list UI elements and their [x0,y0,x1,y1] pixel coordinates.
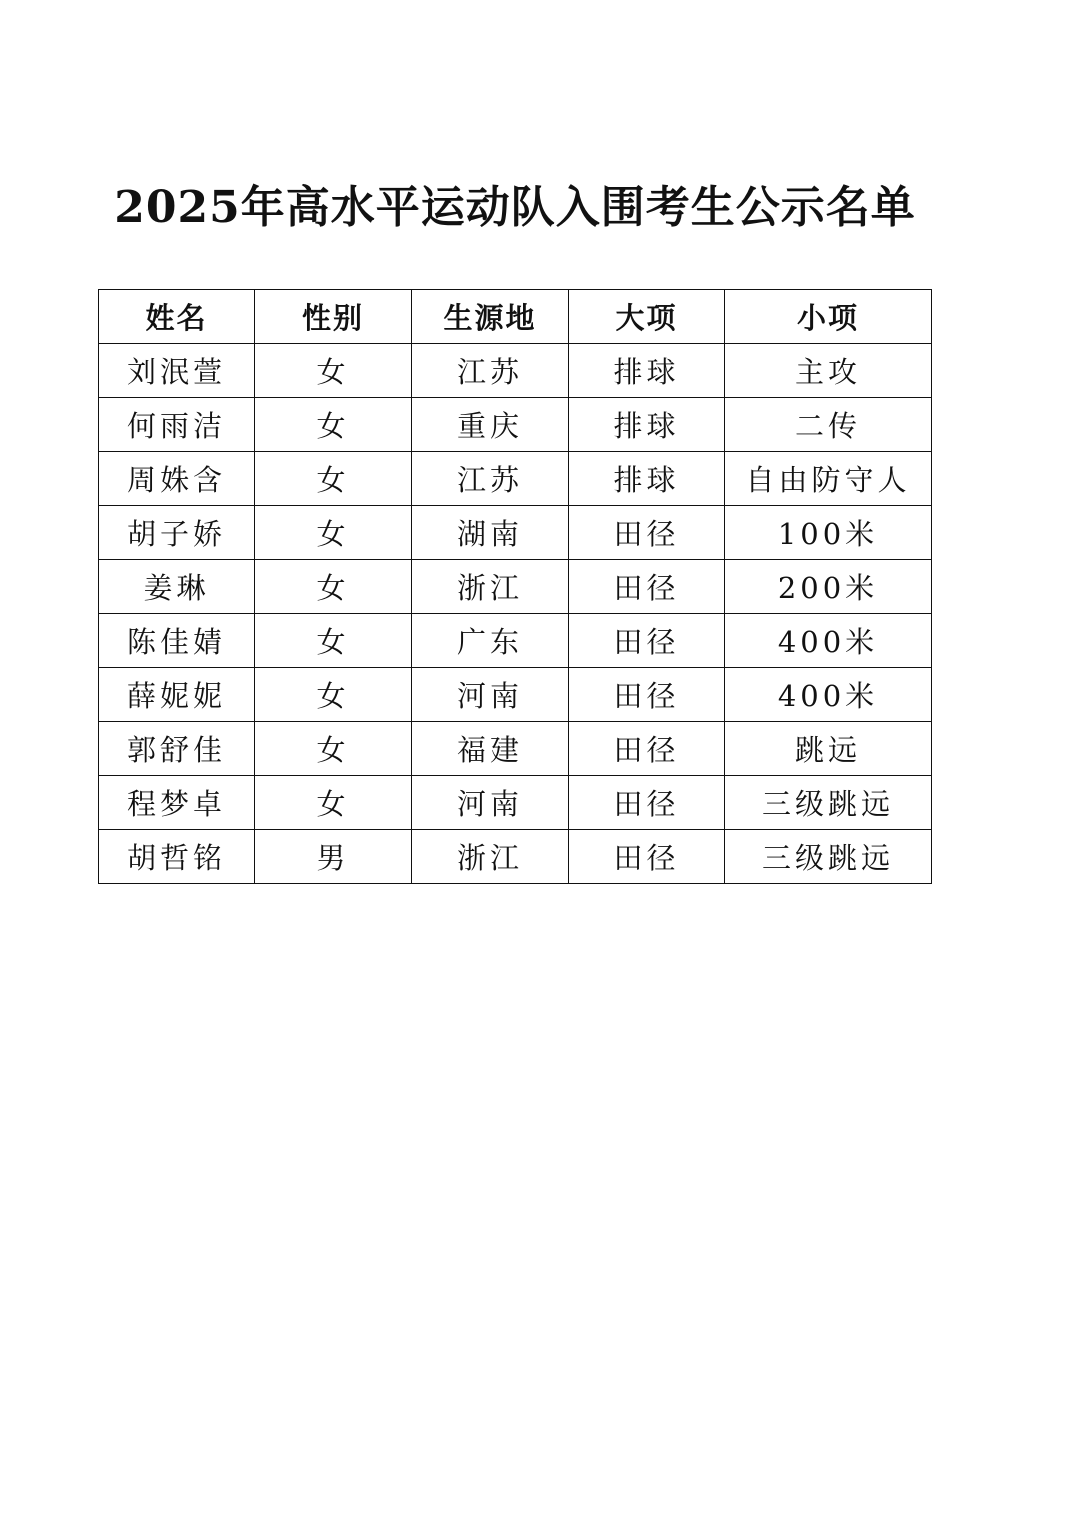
table-header-row [99,290,932,344]
cell-major-event: 田径 [569,776,725,830]
roster-table [98,289,932,884]
table-row [99,614,932,668]
cell-gender: 女 [255,344,412,398]
cell-origin: 河南 [412,668,569,722]
cell-minor-event: 400米 [725,668,932,722]
table-row [99,560,932,614]
table-row [99,668,932,722]
cell-name: 程梦卓 [99,776,255,830]
cell-gender: 女 [255,776,412,830]
header-major-event: 大项 [569,290,725,344]
cell-major-event: 排球 [569,398,725,452]
cell-minor-event: 100米 [725,506,932,560]
cell-gender: 女 [255,614,412,668]
cell-minor-event: 自由防守人 [725,452,932,506]
table-row [99,506,932,560]
cell-name: 何雨洁 [99,398,255,452]
table-row [99,452,932,506]
cell-gender: 女 [255,560,412,614]
cell-minor-event: 400米 [725,614,932,668]
cell-major-event: 田径 [569,830,725,884]
cell-origin: 浙江 [412,560,569,614]
header-minor-event: 小项 [725,290,932,344]
cell-origin: 浙江 [412,830,569,884]
cell-name: 周姝含 [99,452,255,506]
cell-name: 薛妮妮 [99,668,255,722]
cell-origin: 广东 [412,614,569,668]
cell-name: 刘泯萱 [99,344,255,398]
table-row [99,830,932,884]
cell-minor-event: 二传 [725,398,932,452]
table-row [99,398,932,452]
cell-name: 陈佳婧 [99,614,255,668]
cell-major-event: 田径 [569,668,725,722]
cell-origin: 重庆 [412,398,569,452]
cell-gender: 女 [255,506,412,560]
cell-origin: 福建 [412,722,569,776]
cell-gender: 男 [255,830,412,884]
cell-gender: 女 [255,722,412,776]
cell-minor-event: 三级跳远 [725,830,932,884]
cell-gender: 女 [255,452,412,506]
cell-gender: 女 [255,668,412,722]
cell-origin: 江苏 [412,452,569,506]
header-gender: 性别 [255,290,412,344]
cell-major-event: 田径 [569,506,725,560]
cell-name: 胡子娇 [99,506,255,560]
cell-major-event: 田径 [569,722,725,776]
table-row [99,344,932,398]
page-title: 2025年高水平运动队入围考生公示名单 [114,182,916,233]
table-row [99,776,932,830]
header-name: 姓名 [99,290,255,344]
cell-minor-event: 主攻 [725,344,932,398]
cell-origin: 江苏 [412,344,569,398]
cell-major-event: 排球 [569,344,725,398]
cell-major-event: 排球 [569,452,725,506]
cell-major-event: 田径 [569,614,725,668]
cell-major-event: 田径 [569,560,725,614]
cell-minor-event: 200米 [725,560,932,614]
cell-gender: 女 [255,398,412,452]
cell-name: 郭舒佳 [99,722,255,776]
cell-minor-event: 跳远 [725,722,932,776]
cell-origin: 湖南 [412,506,569,560]
table-row [99,722,932,776]
cell-name: 姜琳 [99,560,255,614]
header-origin: 生源地 [412,290,569,344]
cell-origin: 河南 [412,776,569,830]
cell-minor-event: 三级跳远 [725,776,932,830]
cell-name: 胡哲铭 [99,830,255,884]
